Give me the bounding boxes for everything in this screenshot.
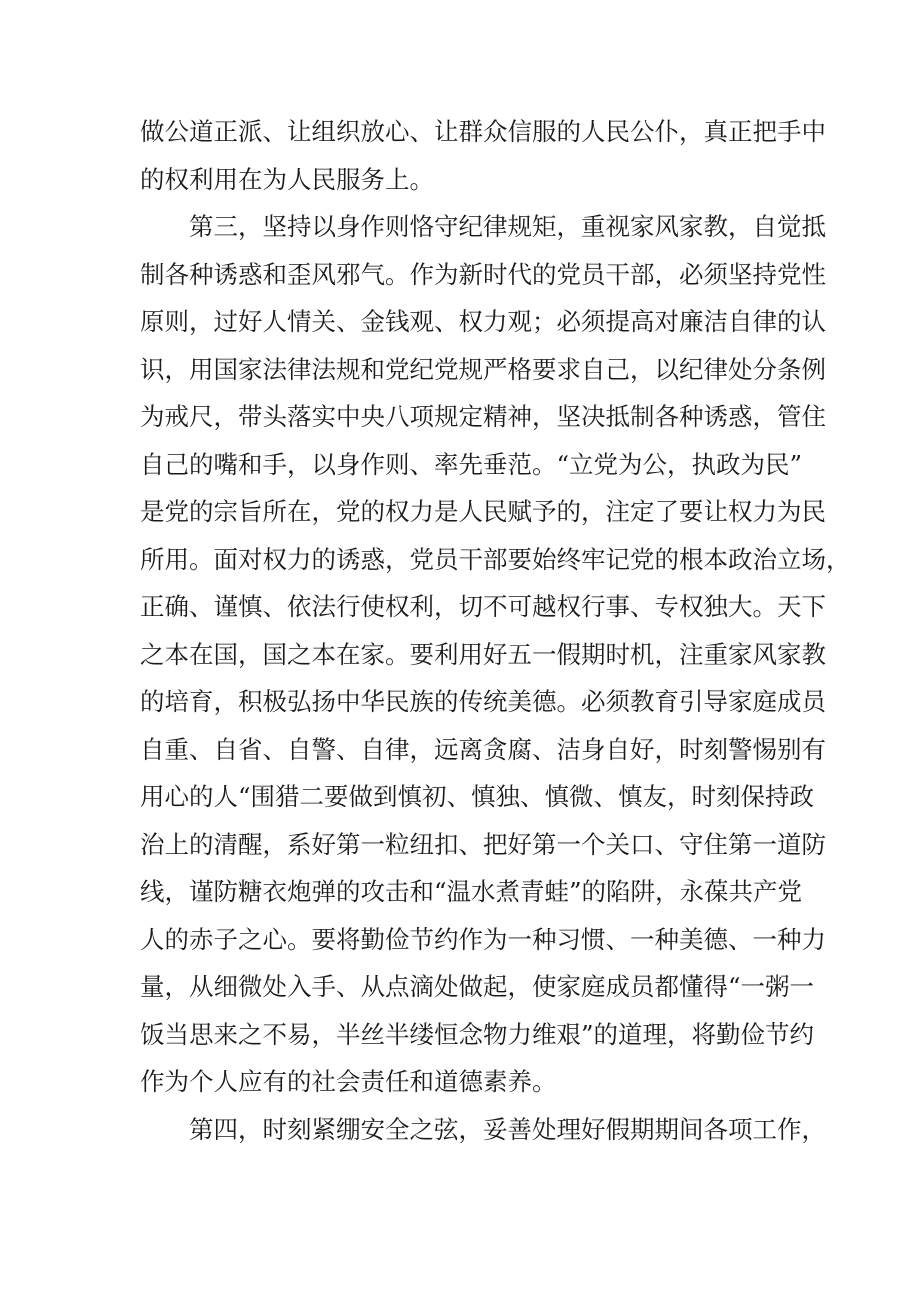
text-line: 为戒尺，带头落实中央八项规定精神，坚决抵制各种诱惑，管住 bbox=[140, 402, 826, 431]
paragraph-3 bbox=[140, 1106, 826, 1154]
text-line: 线，谨防糖衣炮弹的攻击和“温水煮青蛙”的陷阱，永葆共产党 bbox=[140, 877, 803, 906]
text-line: 是党的宗旨所在，党的权力是人民赋予的，注定了要让权力为民 bbox=[140, 497, 826, 526]
text-line: 自重、自省、自警、自律，远离贪腐、洁身自好，时刻警惕别有 bbox=[140, 734, 826, 764]
text-line: 正确、谨慎、依法行使权利，切不可越权行事、专权独大。天下 bbox=[140, 592, 826, 621]
text-line: 作为个人应有的社会责任和道德素养。 bbox=[140, 1067, 557, 1096]
text-line: 识，用国家法律法规和党纪党规严格要求自己，以纪律处分条例 bbox=[140, 354, 826, 384]
body-text bbox=[140, 108, 851, 1153]
paragraph-2 bbox=[140, 203, 851, 1106]
text-line: 饭当思来之不易，半丝半缕恒念物力维艰”的道理，将勤俭节约 bbox=[140, 1019, 815, 1049]
text-line: 用心的人“围猎二要做到慎初、慎独、慎微、慎友，时刻保持政 bbox=[140, 782, 815, 811]
text-line: 做公道正派、让组织放心、让群众信服的人民公仆，真正把手中 bbox=[140, 117, 826, 146]
text-line: 人的赤子之心。要将勤俭节约作为一种习惯、一种美德、一种力 bbox=[140, 924, 826, 954]
text-line: 自己的嘴和手，以身作则、率先垂范。“立党为公，执政为民” bbox=[140, 449, 803, 479]
text-line: 之本在国，国之本在家。要利用好五一假期时机，注重家风家教 bbox=[140, 639, 826, 669]
paragraph-1 bbox=[140, 108, 826, 203]
text-line: 的培育，积极弘扬中华民族的传统美德。必须教育引导家庭成员 bbox=[140, 687, 826, 716]
text-line: 第四，时刻紧绷安全之弦，妥善处理好假期期间各项工作， bbox=[189, 1114, 826, 1144]
text-line: 治上的清醒，系好第一粒纽扣、把好第一个关口、守住第一道防 bbox=[140, 829, 826, 859]
text-line: 制各种诱惑和歪风邪气。作为新时代的党员干部，必须坚持党性 bbox=[140, 259, 826, 289]
text-line: 量，从细微处入手、从点滴处做起，使家庭成员都懂得“一粥一 bbox=[140, 972, 815, 1001]
text-line: 原则，过好人情关、金钱观、权力观；必须提高对廉洁自律的认 bbox=[140, 307, 826, 336]
text-line: 的权利用在为人民服务上。 bbox=[140, 164, 434, 194]
text-line: 所用。面对权力的诱惑，党员干部要始终牢记党的根本政治立场， bbox=[140, 544, 851, 574]
text-line: 第三，坚持以身作则恪守纪律规矩，重视家风家教，自觉抵 bbox=[189, 212, 826, 241]
